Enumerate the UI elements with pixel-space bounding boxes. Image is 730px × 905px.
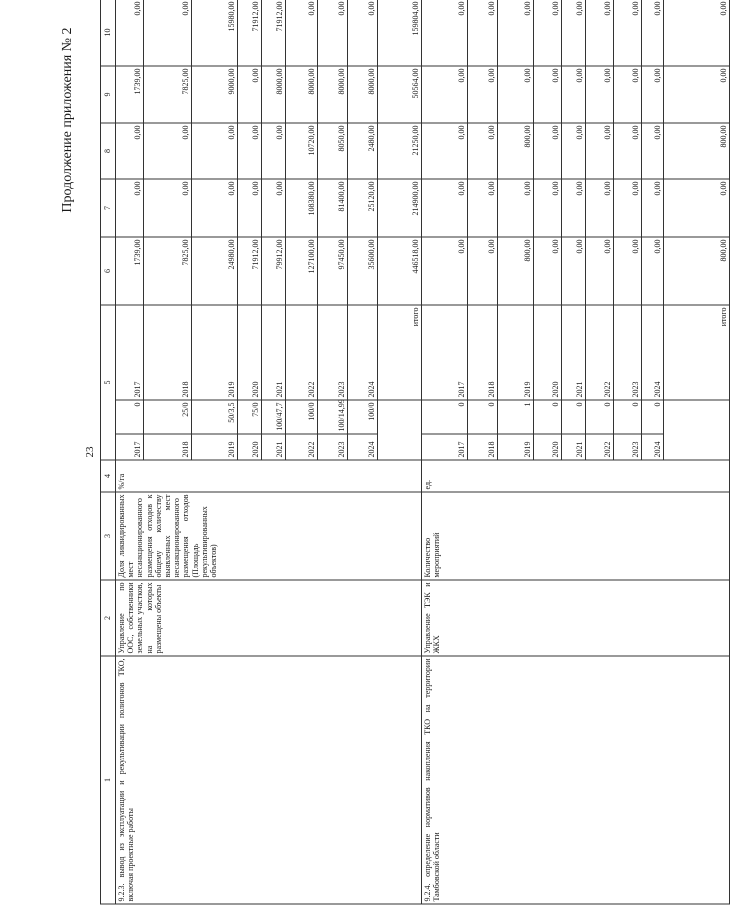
extrabudgetary-cell: 0,00: [286, 0, 318, 66]
indicator-year-cell: 2018: [144, 434, 192, 460]
extrabudgetary-cell: 0,00: [116, 0, 144, 66]
column-number: 2: [101, 580, 116, 656]
indicator-year-cell: 2020: [238, 434, 262, 460]
total-amount-cell: 0,00: [562, 237, 586, 305]
local-budget-cell: 0,00: [534, 66, 562, 123]
extrabudgetary-cell: 0,00: [348, 0, 378, 66]
total-amount-cell: 0,00: [614, 237, 642, 305]
indicator-value-cell: 0: [468, 400, 498, 434]
regional-budget-cell: 0,00: [468, 123, 498, 179]
regional-budget-cell: 0,00: [534, 123, 562, 179]
extrabudgetary-cell: 0,00: [534, 0, 562, 66]
column-number: 7: [101, 179, 116, 237]
regional-budget-cell: 10720,00: [286, 123, 318, 179]
federal-budget-cell: 0,00: [498, 179, 534, 237]
financing-year-cell: 2020: [238, 305, 262, 400]
total-amount-cell: 24980,00: [192, 237, 238, 305]
indicator-year-cell: 2022: [586, 434, 614, 460]
extrabudgetary-cell: 0,00: [144, 0, 192, 66]
program-table: [100, 0, 730, 905]
regional-budget-cell: 0,00: [642, 123, 664, 179]
indicator-value-cell: 0: [534, 400, 562, 434]
federal-budget-cell: 0,00: [468, 179, 498, 237]
regional-budget-cell: 0,00: [116, 123, 144, 179]
federal-budget-cell: 0,00: [238, 179, 262, 237]
local-budget-cell: 8000,00: [286, 66, 318, 123]
indicator-value-cell: 1: [498, 400, 534, 434]
financing-year-cell: 2019: [192, 305, 238, 400]
indicator-value-cell: 0: [562, 400, 586, 434]
executor-cell: Управление ТЭК и ЖКХ: [422, 580, 730, 656]
financing-year-cell: 2023: [614, 305, 642, 400]
indicator-value-cell: 75/0: [238, 400, 262, 434]
regional-budget-cell: 0,00: [586, 123, 614, 179]
empty-cell: [378, 400, 422, 460]
activity-cell: 9.2.3. вывод из эксплуатации и рекультивации полигонов ТКО, включая проектные работы: [116, 656, 422, 904]
total-amount-cell: 79912,00: [262, 237, 286, 305]
column-number: 8: [101, 123, 116, 179]
local-budget-cell: 0,00: [586, 66, 614, 123]
local-budget-cell: 0,00: [468, 66, 498, 123]
regional-budget-cell: 0,00: [422, 123, 468, 179]
local-budget-cell: 0,00: [422, 66, 468, 123]
indicator-value-cell: 0: [586, 400, 614, 434]
local-budget-cell: 8000,00: [318, 66, 348, 123]
extrabudgetary-cell: 71912,00: [262, 0, 286, 66]
total-amount-cell: 446518,00: [378, 237, 422, 305]
financing-year-cell: 2018: [144, 305, 192, 400]
regional-budget-cell: 2480,00: [348, 123, 378, 179]
indicator-year-cell: 2023: [318, 434, 348, 460]
federal-budget-cell: 81400,00: [318, 179, 348, 237]
indicator-value-cell: 0: [642, 400, 664, 434]
federal-budget-cell: 0,00: [614, 179, 642, 237]
total-amount-cell: 0,00: [422, 237, 468, 305]
federal-budget-cell: 0,00: [534, 179, 562, 237]
extrabudgetary-cell: 15980,00: [192, 0, 238, 66]
executor-cell: Управление по ООС, собственники земельных участков, на которых размещены объекты: [116, 580, 422, 656]
extrabudgetary-cell: 0,00: [614, 0, 642, 66]
total-amount-cell: 0,00: [586, 237, 614, 305]
regional-budget-cell: 0,00: [262, 123, 286, 179]
regional-budget-cell: 21250,00: [378, 123, 422, 179]
total-amount-cell: 800,00: [664, 237, 730, 305]
federal-budget-cell: 0,00: [562, 179, 586, 237]
indicator-value-cell: 0: [614, 400, 642, 434]
total-amount-cell: 800,00: [498, 237, 534, 305]
total-amount-cell: 0,00: [468, 237, 498, 305]
regional-budget-cell: 0,00: [562, 123, 586, 179]
regional-budget-cell: 0,00: [192, 123, 238, 179]
indicator-value-cell: 100/47,7: [262, 400, 286, 434]
indicator-value-cell: 100/0: [348, 400, 378, 434]
regional-budget-cell: 800,00: [498, 123, 534, 179]
local-budget-cell: 0,00: [498, 66, 534, 123]
indicator-year-cell: 2017: [422, 434, 468, 460]
indicator-value-cell: 0: [422, 400, 468, 434]
federal-budget-cell: 0,00: [586, 179, 614, 237]
financing-year-cell: 2022: [586, 305, 614, 400]
financing-year-cell: 2018: [468, 305, 498, 400]
local-budget-cell: 50564,00: [378, 66, 422, 123]
local-budget-cell: 1739,00: [116, 66, 144, 123]
column-number: 5: [101, 305, 116, 460]
column-number: 3: [101, 492, 116, 580]
activity-cell: 9.2.4. определение нормативов накопления ТКО на территории Тамбовской области: [422, 656, 730, 904]
extrabudgetary-cell: 0,00: [498, 0, 534, 66]
local-budget-cell: 0,00: [642, 66, 664, 123]
local-budget-cell: 0,00: [238, 66, 262, 123]
page-header: [0, 0, 95, 905]
column-number: 10: [101, 0, 116, 66]
regional-budget-cell: 0,00: [144, 123, 192, 179]
regional-budget-cell: 800,00: [664, 123, 730, 179]
indicator-year-cell: 2023: [614, 434, 642, 460]
total-amount-cell: 1739,00: [116, 237, 144, 305]
local-budget-cell: 0,00: [664, 66, 730, 123]
total-amount-cell: 71912,00: [238, 237, 262, 305]
column-number: 9: [101, 66, 116, 123]
local-budget-cell: 7825,00: [144, 66, 192, 123]
local-budget-cell: 8000,00: [262, 66, 286, 123]
unit-cell: ед.: [422, 460, 730, 492]
indicator-year-cell: 2019: [192, 434, 238, 460]
indicator-value-cell: 25/0: [144, 400, 192, 434]
indicator-year-cell: 2019: [498, 434, 534, 460]
extrabudgetary-cell: 0,00: [562, 0, 586, 66]
total-label-cell: итого: [664, 305, 730, 400]
table-row: [116, 0, 144, 904]
total-amount-cell: 0,00: [642, 237, 664, 305]
federal-budget-cell: 0,00: [192, 179, 238, 237]
total-amount-cell: 127100,00: [286, 237, 318, 305]
empty-cell: [664, 400, 730, 460]
total-amount-cell: 7825,00: [144, 237, 192, 305]
extrabudgetary-cell: 0,00: [468, 0, 498, 66]
local-budget-cell: 0,00: [562, 66, 586, 123]
financing-year-cell: 2021: [262, 305, 286, 400]
indicator-year-cell: 2021: [262, 434, 286, 460]
column-number: 1: [101, 656, 116, 904]
extrabudgetary-cell: 0,00: [664, 0, 730, 66]
page-number: 23: [84, 446, 96, 458]
indicator-value-cell: 100/14,99: [318, 400, 348, 434]
federal-budget-cell: 108380,00: [286, 179, 318, 237]
financing-year-cell: 2021: [562, 305, 586, 400]
financing-year-cell: 2019: [498, 305, 534, 400]
federal-budget-cell: 0,00: [422, 179, 468, 237]
financing-year-cell: 2020: [534, 305, 562, 400]
total-amount-cell: 0,00: [534, 237, 562, 305]
regional-budget-cell: 0,00: [238, 123, 262, 179]
federal-budget-cell: 0,00: [116, 179, 144, 237]
column-number: 4: [101, 460, 116, 492]
extrabudgetary-cell: 0,00: [422, 0, 468, 66]
extrabudgetary-cell: 71912,00: [238, 0, 262, 66]
indicator-value-cell: 100/0: [286, 400, 318, 434]
financing-year-cell: 2024: [348, 305, 378, 400]
financing-year-cell: 2023: [318, 305, 348, 400]
federal-budget-cell: 0,00: [664, 179, 730, 237]
total-amount-cell: 35600,00: [348, 237, 378, 305]
regional-budget-cell: 0,00: [614, 123, 642, 179]
indicator-cell: Доля ликвидированных мест несанкционированного размещения отходов к общему количеству выявленных мест несанкционированного размещения отходов (Площадь рекультивированных объектов): [116, 492, 422, 580]
unit-cell: %/га: [116, 460, 422, 492]
total-label-cell: итого: [378, 305, 422, 400]
indicator-year-cell: 2021: [562, 434, 586, 460]
federal-budget-cell: 0,00: [642, 179, 664, 237]
indicator-year-cell: 2018: [468, 434, 498, 460]
indicator-year-cell: 2020: [534, 434, 562, 460]
financing-year-cell: 2022: [286, 305, 318, 400]
financing-year-cell: 2017: [116, 305, 144, 400]
federal-budget-cell: 214900,00: [378, 179, 422, 237]
indicator-year-cell: 2024: [642, 434, 664, 460]
appendix-title: Продолжение приложения № 2: [60, 27, 75, 213]
regional-budget-cell: 8050,00: [318, 123, 348, 179]
indicator-year-cell: 2017: [116, 434, 144, 460]
financing-year-cell: 2017: [422, 305, 468, 400]
financing-year-cell: 2024: [642, 305, 664, 400]
indicator-year-cell: 2024: [348, 434, 378, 460]
indicator-value-cell: 50/3,5: [192, 400, 238, 434]
indicator-cell: Количество мероприятий: [422, 492, 730, 580]
local-budget-cell: 8000,00: [348, 66, 378, 123]
indicator-year-cell: 2022: [286, 434, 318, 460]
table-row: [422, 0, 468, 904]
local-budget-cell: 0,00: [614, 66, 642, 123]
column-number: 6: [101, 237, 116, 305]
extrabudgetary-cell: 0,00: [642, 0, 664, 66]
local-budget-cell: 9000,00: [192, 66, 238, 123]
federal-budget-cell: 0,00: [262, 179, 286, 237]
total-amount-cell: 97450,00: [318, 237, 348, 305]
federal-budget-cell: 25120,00: [348, 179, 378, 237]
column-number-row: [101, 0, 116, 904]
indicator-value-cell: 0: [116, 400, 144, 434]
extrabudgetary-cell: 159804,00: [378, 0, 422, 66]
extrabudgetary-cell: 0,00: [586, 0, 614, 66]
federal-budget-cell: 0,00: [144, 179, 192, 237]
extrabudgetary-cell: 0,00: [318, 0, 348, 66]
